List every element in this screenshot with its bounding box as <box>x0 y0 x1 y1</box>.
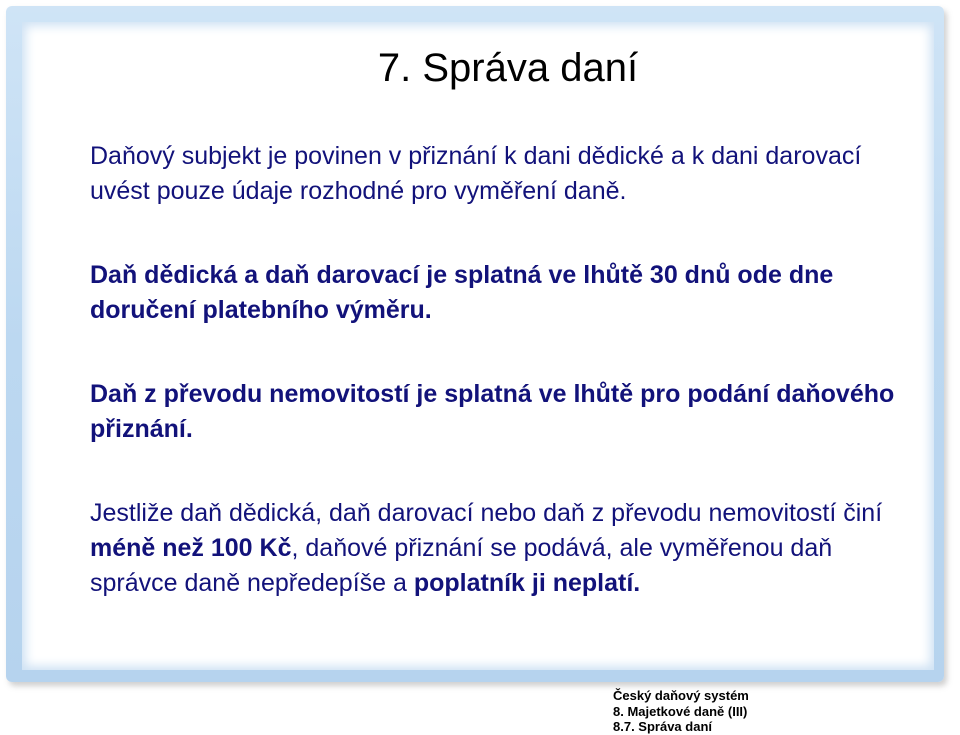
slide-footer <box>613 688 749 735</box>
footer-chapter: 8. Majetkové daně (III) <box>613 703 748 719</box>
footer-course: Český daňový systém <box>613 688 749 703</box>
paragraph-inheritance-gift-due: Daň dědická a daň darovací je splatná ve lhůtě 30 dnů ode dne doručení platebního výměru. <box>90 261 834 324</box>
paragraph-disclosure: Daňový subjekt je povinen v přiznání k dani dědické a k dani darovací uvést pouze údaje rozhodné pro vyměření daně. <box>90 142 862 205</box>
footer-section: 8.7. Správa daní <box>613 719 712 734</box>
slide-title: 7. Správa daní <box>377 46 639 90</box>
paragraph-small-amount-text-1: Jestliže daň dědická, daň darovací nebo daň z převodu nemovitostí činí <box>90 499 883 527</box>
paragraph-small-amount-text-2: , daňové přiznání se podává, ale vyměřenou daň správce daně nepředepíše a <box>90 534 833 597</box>
paragraph-transfer-tax-due: Daň z převodu nemovitostí je splatná ve lhůtě pro podání daňového přiznání. <box>90 380 895 443</box>
paragraph-small-amount <box>90 496 920 601</box>
paragraph-small-amount-bold-1: méně než 100 Kč <box>90 534 292 562</box>
paragraph-small-amount-bold-2: poplatník ji neplatí. <box>413 569 641 597</box>
